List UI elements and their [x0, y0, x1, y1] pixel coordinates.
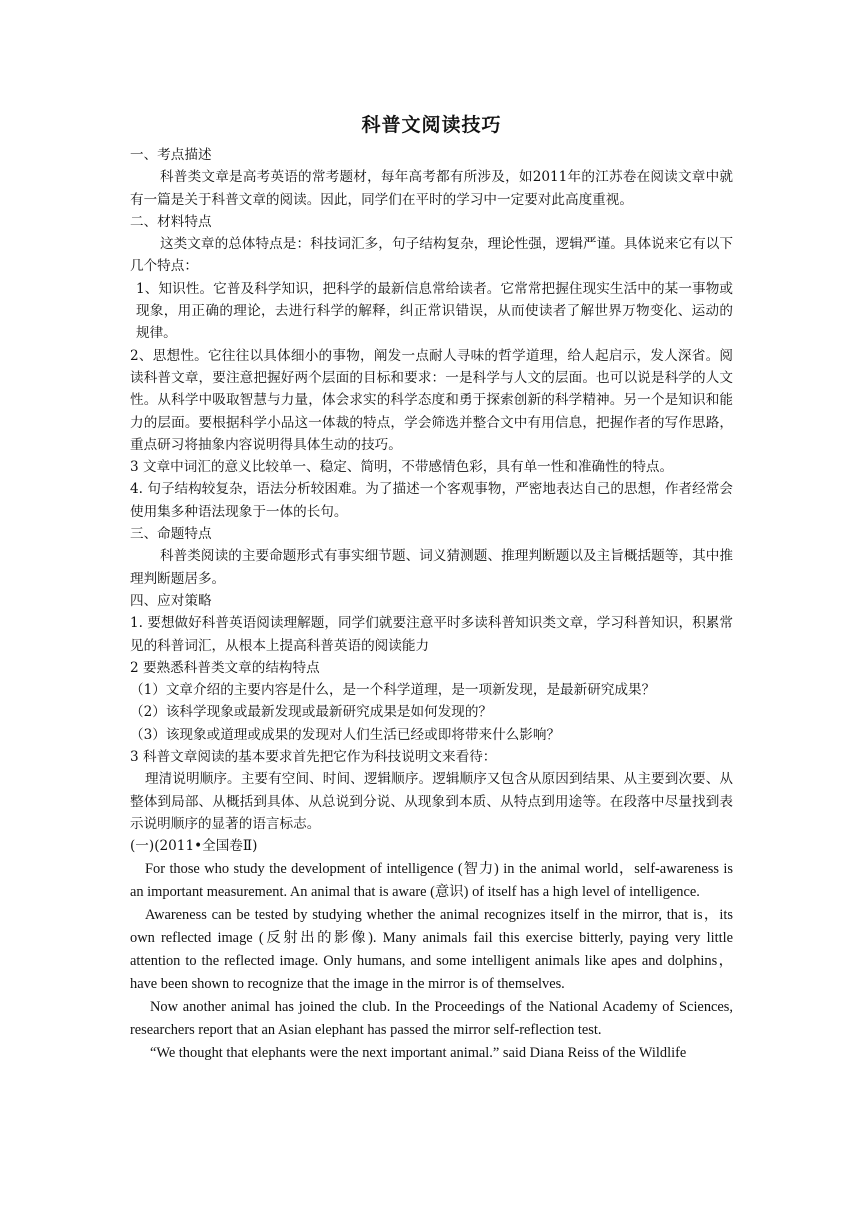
section-heading-1: 一、考点描述 — [130, 147, 212, 163]
paragraph: 理清说明顺序。主要有空间、时间、逻辑顺序。逻辑顺序又包含从原因到结果、从主要到次要、从整体到局部、从概括到具体、从总说到分说、从现象到本质、从特点到用途等。在段落中尽量找到表示说明顺序的显著的语言标志。 — [130, 771, 733, 832]
list-item: 1、知识性。它普及科学知识，把科学的最新信息常给读者。它常常把握住现实生活中的某一事物或现象，用正确的理论，去进行科学的解释，纠正常识错误，从而使读者了解世界万物变化、运动的规律。 — [136, 280, 733, 342]
english-paragraph: “We thought that elephants were the next important animal.” said Diana Reiss of the Wildlife — [150, 1044, 687, 1061]
document-title: 科普文阅读技巧 — [361, 114, 502, 136]
section-heading-4: 四、应对策略 — [130, 592, 212, 609]
section-heading-2: 二、材料特点 — [130, 213, 212, 230]
list-item: 3 文章中词汇的意义比较单一、稳定、简明，不带感情色彩，具有单一性和准确性的特点。 — [130, 459, 674, 476]
sub-list-item: （2）该科学现象或最新发现或最新研究成果是如何发现的？ — [130, 704, 493, 721]
paragraph: 这类文章的总体特点是：科技词汇多，句子结构复杂，理论性强，逻辑严谨。具体说来它有以下几个特点： — [130, 236, 733, 275]
list-item: 3 科普文章阅读的基本要求首先把它作为科技说明文来看待： — [130, 749, 497, 766]
example-heading: (一)(2011•全国卷Ⅱ) — [130, 838, 258, 855]
paragraph: 科普类阅读的主要命题形式有事实细节题、词义猜测题、推理判断题以及主旨概括题等，其中推理判断题居多。 — [130, 548, 733, 587]
list-item: 2 要熟悉科普类文章的结构特点 — [130, 659, 320, 676]
list-item: 4. 句子结构较复杂，语法分析较困难。为了描述一个客观事物，严密地表达自己的思想，作者经常会使用集多种语法现象于一体的长句。 — [130, 481, 733, 520]
list-item: 2、思想性。它往往以具体细小的事物，阐发一点耐人寻味的哲学道理，给人起启示，发人深省。阅读科普文章，要注意把握好两个层面的目标和要求：一是科学与人文的层面。也可以说是科学的人文性。从科学中吸取智慧与力量，体会求实的科学态度和勇于探索创新的科学精神。另一个是知识和能力的层面。要根据科学小品这一体裁的特点，学会筛选并整合文中有用信息，把握作者的写作思路，重点研习将抽象内容说明得具体生动的技巧。 — [130, 347, 733, 453]
paragraph: 科普类文章是高考英语的常考题材，每年高考都有所涉及，如2011年的江苏卷在阅读文章中就有一篇是关于科普文章的阅读。因此，同学们在平时的学习中一定要对此高度重视。 — [130, 169, 733, 208]
english-paragraph: Now another animal has joined the club. In the Proceedings of the National Academy of Sciences, researchers report that an Asian elephant has passed the mirror self-reflection test. — [130, 998, 733, 1038]
english-paragraph: For those who study the development of intelligence (智力) in the animal world，self-awareness is an important measurement. An animal that is aware (意识) of itself has a high level of intelligence. — [130, 860, 733, 900]
document-page — [130, 112, 733, 1065]
english-paragraph: Awareness can be tested by studying whether the animal recognizes itself in the mirror, that is，its own reflected image (反射出的影像). Many animals fail this exercise bitterly, paying very little attention to the reflected image. Only humans, and some intelligent animals like apes and dolphins，have been shown to recognize that the image in the mirror is of themselves. — [130, 906, 733, 992]
section-heading-3: 三、命题特点 — [130, 526, 212, 543]
sub-list-item: （3）该现象或道理或成果的发现对人们生活已经或即将带来什么影响？ — [130, 726, 561, 743]
list-item: 1. 要想做好科普英语阅读理解题，同学们就要注意平时多读科普知识类文章，学习科普知识，积累常见的科普词汇，从根本上提高科普英语的阅读能力 — [130, 615, 733, 654]
sub-list-item: （1）文章介绍的主要内容是什么，是一个科学道理，是一项新发现，是最新研究成果？ — [130, 682, 656, 699]
